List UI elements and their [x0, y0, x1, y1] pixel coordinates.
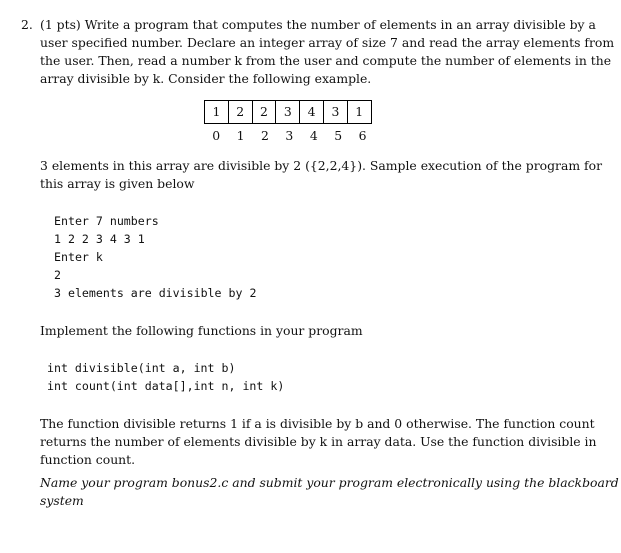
array-index: 6: [358, 128, 367, 143]
sample-output-line: 2: [54, 268, 61, 282]
array-index: 4: [309, 128, 318, 143]
array-index: 2: [261, 128, 269, 143]
array-index: 1: [236, 128, 245, 143]
array-cell: 3: [324, 101, 348, 123]
explanation-line: 3 elements in this array are divisible by 2 ({2,2,4}). Sample execution of the program for: [40, 158, 603, 173]
intro-line: (1 pts) Write a program that computes the number of elements in an array divisible by a: [40, 17, 596, 32]
explanation-paragraph: [40, 157, 603, 193]
description-paragraph: [40, 415, 597, 469]
submission-paragraph: [40, 474, 619, 510]
description-line: The function divisible returns 1 if a is divisible by b and 0 otherwise. The function count: [40, 416, 595, 431]
explanation-line: this array is given below: [40, 176, 195, 191]
array-indices: [204, 127, 375, 145]
array-cell: 3: [276, 101, 300, 123]
sample-output-line: Enter 7 numbers: [54, 214, 159, 228]
array-cell: 4: [300, 101, 324, 123]
implement-text: Implement the following functions in your program: [40, 323, 363, 338]
array-index: 0: [212, 128, 221, 143]
intro-line: user specified number. Declare an integer array of size 7 and read the array elements from: [40, 35, 615, 50]
array-cell: 1: [355, 104, 364, 119]
intro-line: the user. Then, read a number k from the user and compute the number of elements in the: [40, 53, 612, 68]
sample-output-line: 3 elements are divisible by 2: [54, 286, 257, 300]
array-cell: 2: [253, 101, 277, 123]
problem-number: 2.: [21, 17, 33, 32]
array-cell: 2: [229, 101, 253, 123]
array-index: 3: [285, 128, 294, 143]
sample-output-line: 1 2 2 3 4 3 1: [54, 232, 145, 246]
function-signature: int count(int data[],int n, int k): [47, 379, 285, 393]
description-line: returns the number of elements divisible by k in array data. Use the function divisible in: [40, 434, 597, 449]
submission-line: Name your program bonus2.c and submit your program electronically using the blackboard: [40, 475, 619, 490]
description-line: function count.: [40, 452, 136, 467]
array-cell: 1: [205, 101, 229, 123]
intro-line: array divisible by k. Consider the following example.: [40, 71, 372, 86]
submission-line: system: [40, 493, 84, 508]
example-array: [204, 100, 372, 124]
intro-paragraph: [40, 16, 615, 88]
array-index: 5: [334, 128, 343, 143]
sample-output-line: Enter k: [54, 250, 103, 264]
function-signature: int divisible(int a, int b): [47, 361, 236, 375]
